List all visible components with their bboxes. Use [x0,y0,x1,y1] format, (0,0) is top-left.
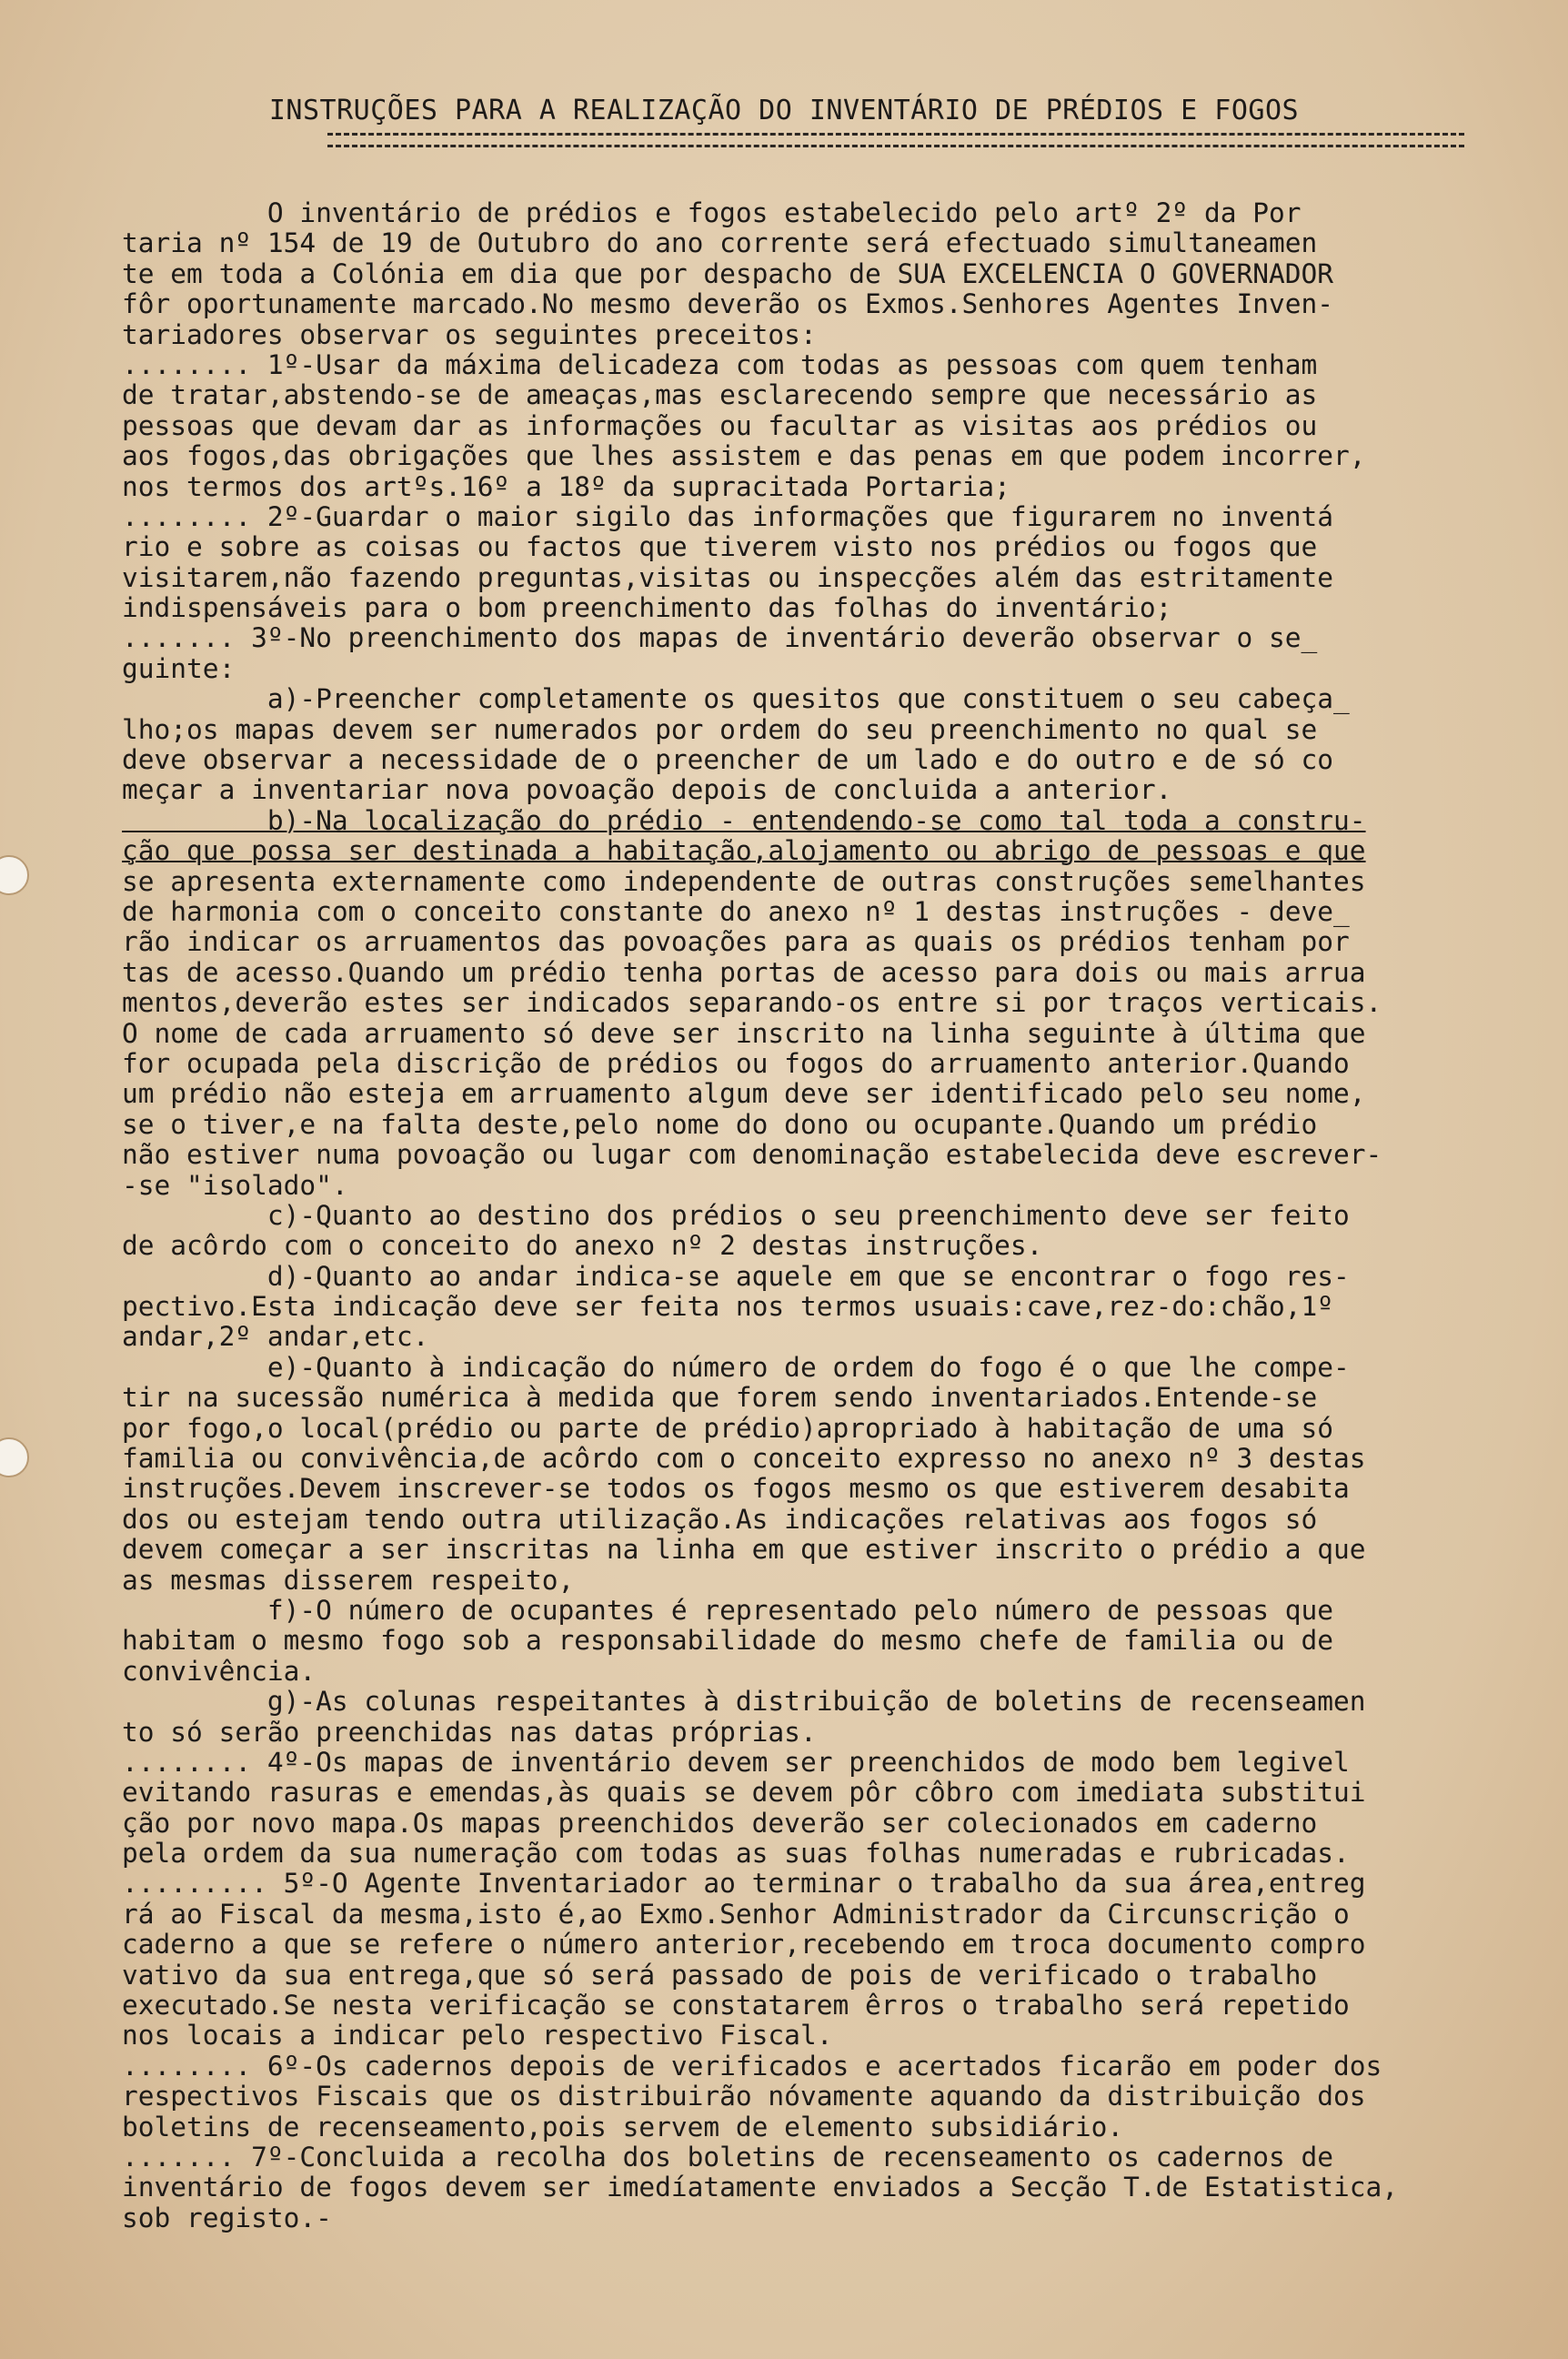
punch-hole [0,1437,29,1477]
text-line: caderno a que se refere o número anterior,recebendo em troca documento compro [122,1929,1366,1961]
text-line: de harmonia com o conceito constante do anexo nº 1 destas instruções - deve_ [122,895,1350,927]
text-line: convivência. [122,1655,317,1687]
text-line: rá ao Fiscal da mesma,isto é,ao Exmo.Senhor Administrador da Circunscrição o [122,1898,1350,1930]
text-line: instruções.Devem inscrever-se todos os fogos mesmo os que estiverem desabita [122,1473,1350,1505]
text-line: um prédio não esteja em arruamento algum deve ser identificado pelo seu nome, [122,1078,1366,1110]
text-line: rio e sobre as coisas ou factos que tiverem visto nos prédios ou fogos que [122,531,1318,563]
text-line: -se "isolado". [122,1169,348,1201]
text-line: taria nº 154 de 19 de Outubro do ano corrente será efectuado simultaneamen [122,227,1318,259]
text-line: ....... 7º-Concluida a recolha dos boletins de recenseamento os cadernos de [122,2142,1334,2172]
text-line: deve observar a necessidade de o preencher de um lado e do outro e de só co [122,744,1334,776]
punch-hole [0,855,29,895]
text-line: lho;os mapas devem ser numerados por ordem do seu preenchimento no qual se [122,713,1318,745]
text-line: ção por novo mapa.Os mapas preenchidos deverão ser colecionados em caderno [122,1807,1318,1839]
text-line: for ocupada pela discrição de prédios ou fogos do arruamento anterior.Quando [122,1047,1350,1079]
text-line: O nome de cada arruamento só deve ser inscrito na linha seguinte à última que [122,1017,1366,1049]
text-line: não estiver numa povoação ou lugar com denominação estabelecida deve escrever- [122,1139,1382,1171]
document-body [122,198,1513,2233]
text-line: pela ordem da sua numeração com todas as suas folhas numeradas e rubricadas. [122,1838,1350,1870]
text-line: evitando rasuras e emendas,às quais se devem pôr côbro com imediata substitui [122,1777,1366,1809]
text-line: boletins de recenseamento,pois servem de elemento subsidiário. [122,2111,1124,2142]
text-line: se apresenta externamente como independente de outras construções semelhantes [122,865,1366,897]
text-line: as mesmas disserem respeito, [122,1564,575,1596]
text-line: f)-O número de ocupantes é representado pelo número de pessoas que [122,1594,1334,1626]
text-line: de acôrdo com o conceito do anexo nº 2 destas instruções. [122,1230,1043,1262]
text-line: tir na sucessão numérica à medida que forem sendo inventariados.Entende-se [122,1382,1318,1414]
text-line: O inventário de prédios e fogos estabelecido pelo artº 2º da Por [122,197,1302,228]
text-line: meçar a inventariar nova povoação depois de concluida a anterior. [122,774,1172,806]
text-line: guinte: [122,652,236,684]
text-line: ....... 3º-No preenchimento dos mapas de inventário deverão observar o se_ [122,622,1318,654]
text-line: inventário de fogos devem ser imedíatamente enviados a Secção T.de Estatistica, [122,2172,1399,2203]
text-line: nos termos dos artºs.16º a 18º da supracitada Portaria; [122,470,1010,502]
text-line: g)-As colunas respeitantes à distribuição de boletins de recenseamen [122,1686,1366,1718]
text-line: respectivos Fiscais que os distribuirão nóvamente aquando da distribuição dos [122,2081,1366,2112]
text-line: mentos,deverão estes ser indicados separando-os entre si por traços verticais. [122,987,1382,1019]
text-line: ........ 6º-Os cadernos depois de verificados e acertados ficarão em poder dos [122,2050,1382,2082]
text-line: andar,2º andar,etc. [122,1321,429,1353]
text-line: ........ 4º-Os mapas de inventário devem ser preenchidos de modo bem legivel [122,1746,1350,1778]
text-line: pessoas que devam dar as informações ou facultar as visitas aos prédios ou [122,409,1318,441]
text-line: b)-Na localização do prédio - entendendo-se como tal toda a constru- [122,804,1366,836]
title-double-rule [327,133,1464,147]
text-line: habitam o mesmo fogo sob a responsabilidade do mesmo chefe de familia ou de [122,1625,1334,1657]
text-line: a)-Preencher completamente os quesitos que constituem o seu cabeça_ [122,683,1350,715]
text-line: vativo da sua entrega,que só será passado de pois de verificado o trabalho [122,1959,1318,1991]
text-line: ção que possa ser destinada a habitação,alojamento ou abrigo de pessoas e que [122,835,1366,867]
text-line: nos locais a indicar pelo respectivo Fiscal. [122,2020,833,2052]
text-line: se o tiver,e na falta deste,pelo nome do dono ou ocupante.Quando um prédio [122,1108,1318,1140]
text-line: rão indicar os arruamentos das povoações para as quais os prédios tenham por [122,926,1350,958]
text-line: ........ 1º-Usar da máxima delicadeza com todas as pessoas com quem tenham [122,348,1318,380]
text-line: fôr oportunamente marcado.No mesmo deverão os Exmos.Senhores Agentes Inven- [122,288,1334,320]
text-line: c)-Quanto ao destino dos prédios o seu preenchimento deve ser feito [122,1199,1350,1231]
text-line: to só serão preenchidas nas datas próprias. [122,1716,817,1748]
text-line: ......... 5º-O Agente Inventariador ao terminar o trabalho da sua área,entreg [122,1868,1366,1900]
document-title: INSTRUÇÕES PARA A REALIZAÇÃO DO INVENTÁRIO DE PRÉDIOS E FOGOS [268,95,1300,126]
text-line: dos ou estejam tendo outra utilização.As indicações relativas aos fogos só [122,1503,1318,1535]
text-line: indispensáveis para o bom preenchimento das folhas do inventário; [122,592,1172,624]
text-line: tariadores observar os seguintes preceitos: [122,318,817,350]
text-line: de tratar,abstendo-se de ameaças,mas esclarecendo sempre que necessário as [122,379,1318,411]
text-line: tas de acesso.Quando um prédio tenha portas de acesso para dois ou mais arrua [122,956,1366,988]
text-line: visitarem,não fazendo preguntas,visitas ou inspecções além das estritamente [122,561,1334,593]
text-line: ........ 2º-Guardar o maior sigilo das informações que figurarem no inventá [122,500,1334,532]
text-line: d)-Quanto ao andar indica-se aquele em que se encontrar o fogo res- [122,1260,1350,1292]
text-line: executado.Se nesta verificação se constatarem êrros o trabalho será repetido [122,1990,1350,2021]
text-line: aos fogos,das obrigações que lhes assistem e das penas em que podem incorrer, [122,440,1366,472]
text-line: sob registo.- [122,2202,332,2233]
text-line: te em toda a Colónia em dia que por despacho de SUA EXCELENCIA O GOVERNADOR [122,257,1334,289]
text-line: devem começar a ser inscritas na linha em que estiver inscrito o prédio a que [122,1534,1366,1566]
text-line: e)-Quanto à indicação do número de ordem do fogo é o que lhe compe- [122,1351,1350,1383]
text-line: familia ou convivência,de acôrdo com o conceito expresso no anexo nº 3 destas [122,1443,1366,1475]
text-line: por fogo,o local(prédio ou parte de prédio)apropriado à habitação de uma só [122,1412,1334,1444]
text-line: pectivo.Esta indicação deve ser feita nos termos usuais:cave,rez-do:chão,1º [122,1291,1334,1323]
